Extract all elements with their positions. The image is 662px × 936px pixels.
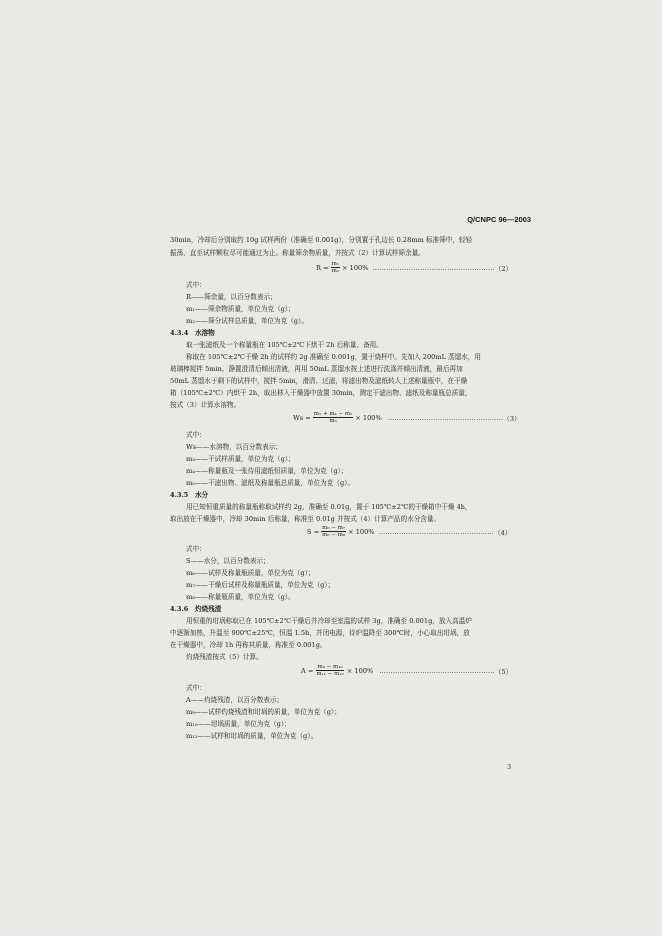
standard-code-header: Q/CNPC 96—2003	[467, 215, 531, 224]
leader-dots: ……………………………………………	[379, 666, 495, 675]
symbol-definition: m₁₀——坩埚质量，单位为克（g）；	[186, 720, 291, 728]
formula-number: （2）	[494, 264, 513, 273]
symbol-definition: R——筛余量，以百分数表示；	[186, 293, 277, 301]
formula-fraction	[313, 411, 353, 424]
where-label: 式中：	[186, 281, 206, 289]
symbol-definition: m₈——称量瓶质量，单位为克（g）。	[186, 593, 295, 601]
numerator: m₉ − m₁₀	[317, 664, 343, 670]
formula-fraction	[315, 664, 344, 677]
body-line: 用恒重的坩埚称取已在 105℃±2℃干燥后并冷却至室温的试样 3g，准确至 0.001g，放入高温炉	[186, 617, 472, 625]
body-line: 灼烧残渣按式（5）计算。	[186, 653, 263, 661]
body-line: 用已知恒重质量的称量瓶称取试样约 2g，准确至 0.01g，置于 105℃±2℃的干燥箱中干燥 4h，	[186, 503, 472, 511]
symbol-definition: m₄——称量瓶及一张待用滤纸恒质量，单位为克（g）；	[186, 467, 348, 475]
formula-2	[316, 261, 512, 274]
denominator: m₃	[329, 418, 337, 424]
body-line: 中逐渐加热，升温至 900℃±25℃，恒温 1.5h，并闭电源，待炉温降至 300℃时，小心取出坩埚，放	[170, 629, 470, 637]
formula-3	[293, 411, 521, 424]
symbol-definition: Ws——水溶物，以百分数表示；	[186, 443, 282, 451]
numerator: m₆ − m₇	[322, 525, 346, 531]
leader-dots: ………………………………………………	[372, 263, 495, 272]
where-label: 式中：	[186, 545, 206, 553]
formula-fraction	[331, 261, 340, 274]
body-line: 取出放在干燥器中，冷却 30min 后称量，称准至 0.01g 并按式（4）计算产品的水分含量。	[170, 515, 441, 523]
leader-dots: ……………………………………………	[378, 527, 495, 536]
body-line: 取一张滤纸及一个称量瓶在 105℃±2℃下烘干 2h 后称量、备用。	[186, 341, 383, 349]
formula-number: （5）	[494, 667, 513, 676]
formula-rhs: × 100%	[355, 413, 382, 422]
section-heading: 4.3.4 水溶物	[170, 329, 215, 337]
symbol-definition: m₅——干滤出物、滤纸及称量瓶总质量，单位为克（g）。	[186, 479, 355, 487]
symbol-definition: A——灼烧残渣，以百分数表示；	[186, 696, 284, 704]
body-line: 按式（3）计算水溶物。	[170, 401, 241, 409]
where-label: 式中：	[186, 431, 206, 439]
formula-fraction	[321, 525, 346, 538]
formula-5	[301, 664, 512, 677]
symbol-definition: m₁——筛余物质量，单位为克（g）；	[186, 305, 295, 313]
symbol-definition: m₉——试样灼烧残渣和坩埚的质量，单位为克（g）；	[186, 708, 341, 716]
denominator: m₂	[331, 268, 340, 274]
formula-lhs: R =	[316, 263, 329, 272]
body-line: 在干燥器中，冷却 1h 再称其质量，称准至 0.001g。	[170, 641, 327, 649]
formula-rhs: × 100%	[346, 666, 374, 675]
symbol-definition: m₃——干试样质量，单位为克（g）；	[186, 455, 295, 463]
where-label: 式中：	[186, 684, 206, 692]
body-line: 箱（105℃±2℃）内烘干 2h，取出移入干燥器中放置 30min，测定干滤出物、滤纸及称量瓶总质量，	[170, 389, 472, 397]
formula-lhs: Ws =	[293, 413, 311, 422]
numerator: m₁	[331, 261, 340, 267]
symbol-definition: m₇——干燥后试样及称量瓶质量，单位为克（g）；	[186, 581, 335, 589]
formula-lhs: A =	[301, 666, 314, 675]
formula-4	[307, 525, 511, 538]
body-line: 称取在 105℃±2℃干燥 2h 的试样约 2g 准确至 0.001g，置于烧杯中。先加入 200mL 蒸馏水，用	[186, 353, 482, 361]
formula-number: （4）	[494, 528, 512, 537]
formula-rhs: × 100%	[342, 263, 369, 272]
body-line: 50mL 蒸馏水于剩下的试样中，搅拌 5min，滑清、过滤，将滤出物及滤纸转人上述称量瓶中，在干燥	[170, 377, 468, 385]
numerator: m₃ + m₄ − m₅	[313, 411, 353, 417]
leader-dots: ……………………………………………	[387, 413, 504, 422]
denominator: m₆ − m₈	[322, 532, 346, 538]
body-line: 30min，冷却后分别取约 10g 试样两份（准确至 0.001g），分别置于孔边长 0.28mm 标准筛中，轻轻	[170, 236, 473, 244]
symbol-definition: m₂——筛分试样总质量，单位为克（g）。	[186, 317, 308, 325]
denominator: m₁₁ − m₁₀	[316, 671, 344, 677]
page-number: 3	[507, 763, 512, 771]
body-line: 玻璃棒搅拌 5min，静置澄清后倾出清液，再用 50mL 蒸馏水按上述进行洗涤并倾出清液，最后再加	[170, 365, 463, 373]
section-heading: 4.3.6 灼烧残渣	[170, 605, 222, 613]
formula-number: （3）	[503, 414, 521, 423]
formula-lhs: S =	[307, 527, 320, 536]
body-line: 振荡，直至试样颗粒尽可能通过为止。称量筛余物质量，并按式（2）计算试样筛余量。	[170, 249, 425, 257]
formula-rhs: × 100%	[348, 527, 375, 536]
symbol-definition: S——水分，以百分数表示；	[186, 557, 270, 565]
symbol-definition: m₆——试样及称量瓶质量，单位为克（g）；	[186, 569, 315, 577]
section-heading: 4.3.5 水分	[170, 491, 209, 499]
symbol-definition: m₁₁——试样和坩埚的质量，单位为克（g）。	[186, 732, 318, 740]
